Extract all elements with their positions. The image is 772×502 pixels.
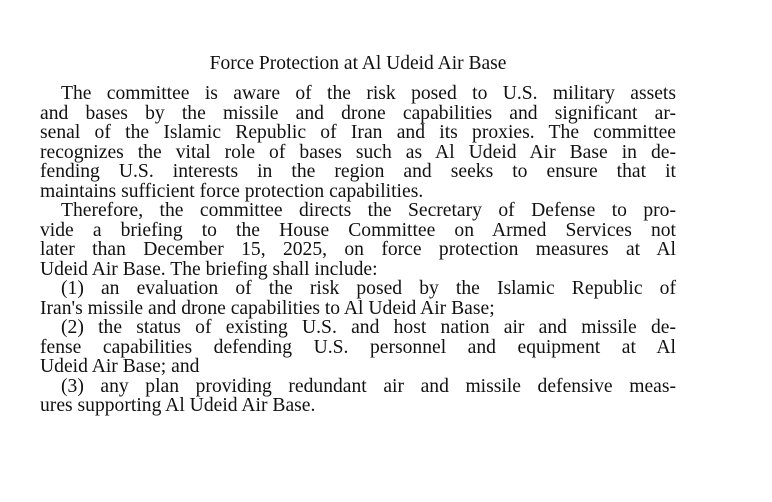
list-item-2 bbox=[40, 318, 676, 377]
text-line: Iran's missile and drone capabilities to Al Udeid Air Base; bbox=[40, 297, 495, 319]
text-line: (1) an evaluation of the risk posed by the Islamic Republic of bbox=[61, 278, 676, 299]
text-line: recognizes the vital role of bases such as Al Udeid Air Base in de- bbox=[40, 141, 676, 163]
text-line: maintains sufficient force protection capabilities. bbox=[40, 180, 424, 202]
text-line: senal of the Islamic Republic of Iran and its proxies. The committee bbox=[40, 122, 676, 143]
text-line: Udeid Air Base; and bbox=[40, 356, 200, 377]
list-item-1 bbox=[40, 279, 676, 318]
text-line: ures supporting Al Udeid Air Base. bbox=[40, 395, 316, 416]
document-body bbox=[40, 52, 676, 416]
text-line: fense capabilities defending U.S. personnel and equipment at Al bbox=[40, 336, 676, 358]
text-line: The committee is aware of the risk posed to U.S. military assets bbox=[61, 83, 676, 104]
section-heading: Force Protection at Al Udeid Air Base bbox=[209, 53, 507, 74]
text-line: Udeid Air Base. The briefing shall include: bbox=[40, 258, 378, 280]
text-line: (2) the status of existing U.S. and host nation air and missile de- bbox=[61, 317, 676, 338]
text-line: Therefore, the committee directs the Secretary of Defense to pro- bbox=[61, 200, 676, 221]
list-item-3 bbox=[40, 377, 676, 416]
text-line: fending U.S. interests in the region and seeks to ensure that it bbox=[40, 161, 676, 182]
text-line: later than December 15, 2025, on force protection measures at Al bbox=[40, 239, 676, 260]
text-line: vide a briefing to the House Committee on Armed Services not bbox=[40, 219, 676, 241]
paragraph-directive bbox=[40, 201, 676, 279]
paragraph-committee-awareness bbox=[40, 84, 676, 201]
text-line: (3) any plan providing redundant air and missile defensive meas- bbox=[61, 375, 676, 397]
text-line: and bases by the missile and drone capabilities and significant ar- bbox=[40, 102, 676, 124]
